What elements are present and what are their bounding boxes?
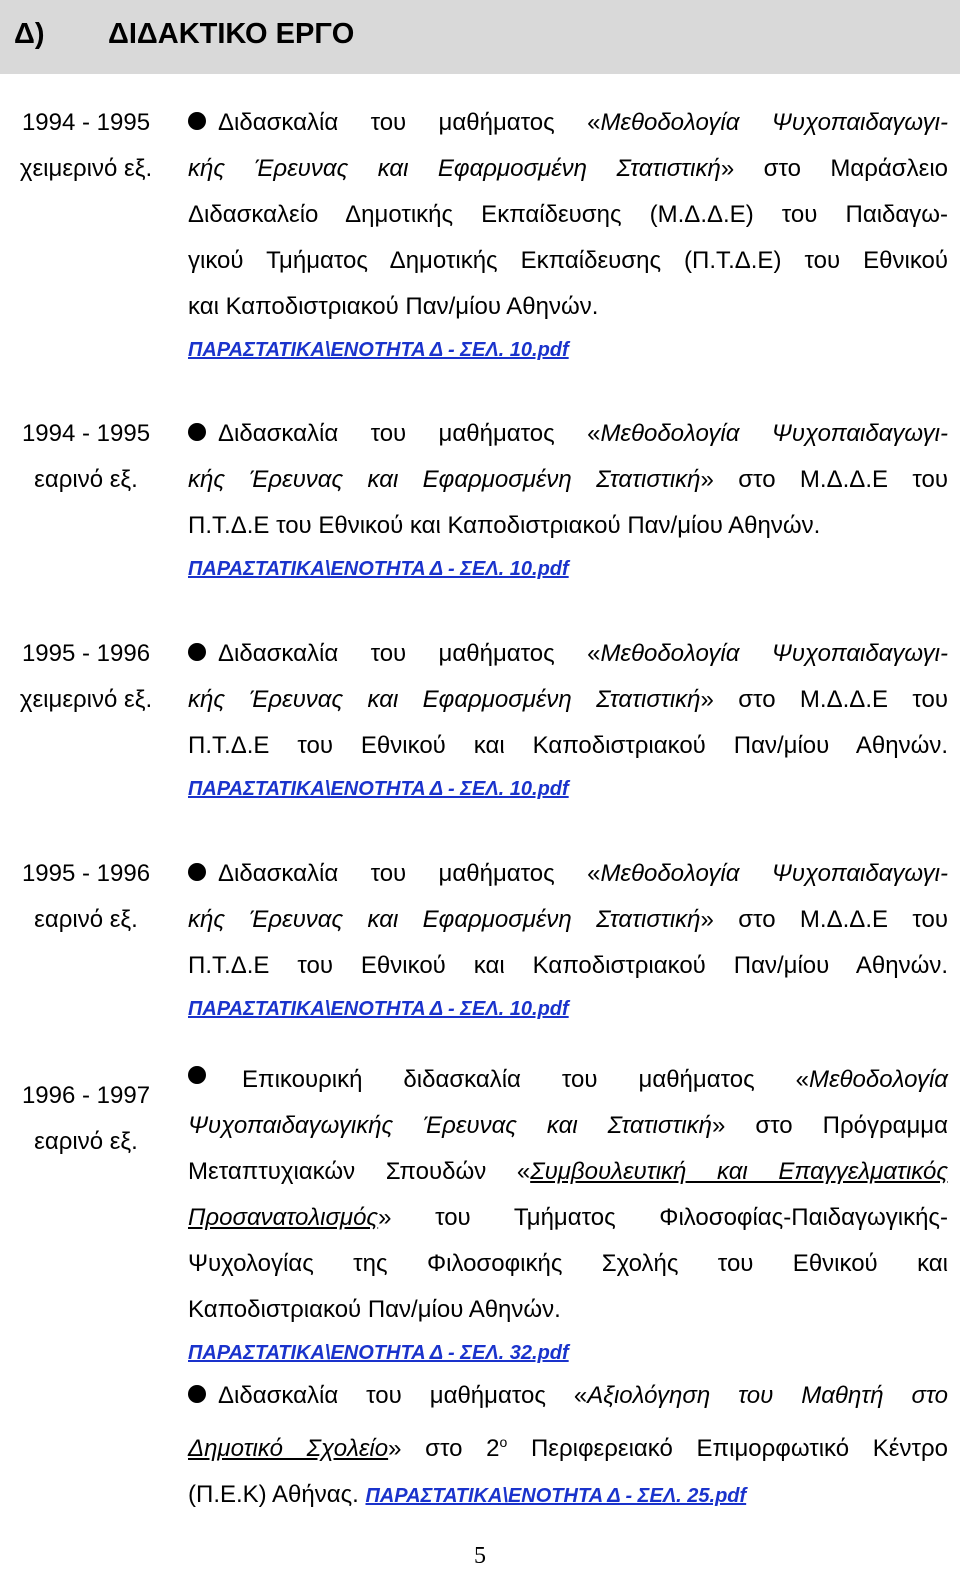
section-letter: Δ) bbox=[14, 18, 45, 50]
entry-dates bbox=[6, 411, 166, 503]
document-link[interactable]: ΠΑΡΑΣΤΑΤΙΚΑ\ΕΝΟΤΗΤΑ Δ - ΣΕΛ. 10.pdf bbox=[188, 558, 569, 580]
bullet-icon bbox=[188, 1066, 206, 1084]
entry-year: 1996 - 1997 bbox=[21, 1082, 151, 1109]
section-header bbox=[0, 0, 960, 74]
entry-dates bbox=[6, 631, 166, 723]
entry-content: Διδασκαλία του μαθήματος «Μεθοδολογία Ψυχοπαιδαγωγι- κής Έρευνας και Εφαρμοσμένη Στατιστική» στο Μαράσλειο Διδασκαλείο Δημοτικής Εκπαίδευσης (Μ.Δ.Δ.Ε) του Παιδαγω- γικού Τμήματος Δημοτικής Εκπαίδευσης (Π.Τ.Δ.Ε) του Εθνικού και Καποδιστριακού Παν/μίου Αθηνών. ΠΑΡΑΣΤΑΤΙΚΑ\ΕΝΟΤΗΤΑ Δ - ΣΕΛ. 10.pdf bbox=[188, 100, 948, 370]
entry-year: 1995 - 1996 bbox=[21, 640, 151, 667]
page-number: 5 bbox=[474, 1543, 486, 1569]
entry-content: Διδασκαλία του μαθήματος «Μεθοδολογία Ψυχοπαιδαγωγι- κής Έρευνας και Εφαρμοσμένη Στατιστική» στο Μ.Δ.Δ.Ε του Π.Τ.Δ.Ε του Εθνικού και Καποδιστριακού Παν/μίου Αθηνών. ΠΑΡΑΣΤΑΤΙΚΑ\ΕΝΟΤΗΤΑ Δ - ΣΕΛ. 10.pdf bbox=[188, 631, 948, 809]
entry-term: εαρινό εξ. bbox=[34, 906, 138, 933]
entry-term: χειμερινό εξ. bbox=[19, 686, 153, 713]
entry-term: εαρινό εξ. bbox=[34, 466, 138, 493]
entry-content: Διδασκαλία του μαθήματος «Μεθοδολογία Ψυχοπαιδαγωγι- κής Έρευνας και Εφαρμοσμένη Στατιστική» στο Μ.Δ.Δ.Ε του Π.Τ.Δ.Ε του Εθνικού και Καποδιστριακού Παν/μίου Αθηνών. ΠΑΡΑΣΤΑΤΙΚΑ\ΕΝΟΤΗΤΑ Δ - ΣΕΛ. 10.pdf bbox=[188, 411, 948, 589]
section-title: ΔΙΔΑΚΤΙΚΟ ΕΡΓΟ bbox=[108, 18, 355, 50]
entry-year: 1995 - 1996 bbox=[21, 860, 151, 887]
document-link[interactable]: ΠΑΡΑΣΤΑΤΙΚΑ\ΕΝΟΤΗΤΑ Δ - ΣΕΛ. 25.pdf bbox=[365, 1485, 747, 1507]
entry-dates bbox=[6, 100, 166, 192]
entry-content: Επικουρική διδασκαλία του μαθήματος «Μεθοδολογία Ψυχοπαιδαγωγικής Έρευνας και Στατιστική» στο Πρόγραμμα Μεταπτυχιακών Σπουδών «Συμβουλευτική και Επαγγελματικός Προσανατολισμός» του Τμήματος Φιλοσοφίας-Παιδαγωγικής- Ψυχολογίας της Φιλοσοφικής Σχολής του Εθνικού και Καποδιστριακού Παν/μίου Αθηνών. ΠΑΡΑΣΤΑΤΙΚΑ\ΕΝΟΤΗΤΑ Δ - ΣΕΛ. 32.pdf Διδασκαλία του μαθήματος «Αξιολόγηση του Μαθητή στο Δημοτικό Σχολείο» στο $2^o$ Περιφερειακό Επιμορφωτικό Κέντρο (Π.Ε.Κ) Αθήνας. ΠΑΡΑΣΤΑΤΙΚΑ\ΕΝΟΤΗΤΑ Δ - ΣΕΛ. 25.pdf bbox=[188, 1057, 948, 1519]
bullet-icon bbox=[188, 423, 206, 441]
bullet-icon bbox=[188, 643, 206, 661]
entry-term: εαρινό εξ. bbox=[34, 1128, 138, 1155]
entry-year: 1994 - 1995 bbox=[21, 420, 151, 447]
bullet-icon bbox=[188, 1385, 206, 1403]
document-link[interactable]: ΠΑΡΑΣΤΑΤΙΚΑ\ΕΝΟΤΗΤΑ Δ - ΣΕΛ. 10.pdf bbox=[188, 778, 569, 800]
document-link[interactable]: ΠΑΡΑΣΤΑΤΙΚΑ\ΕΝΟΤΗΤΑ Δ - ΣΕΛ. 10.pdf bbox=[188, 339, 569, 361]
entry-dates bbox=[6, 851, 166, 943]
entry-dates bbox=[6, 1073, 166, 1165]
bullet-icon bbox=[188, 112, 206, 130]
entry-content: Διδασκαλία του μαθήματος «Μεθοδολογία Ψυχοπαιδαγωγι- κής Έρευνας και Εφαρμοσμένη Στατιστική» στο Μ.Δ.Δ.Ε του Π.Τ.Δ.Ε του Εθνικού και Καποδιστριακού Παν/μίου Αθηνών. ΠΑΡΑΣΤΑΤΙΚΑ\ΕΝΟΤΗΤΑ Δ - ΣΕΛ. 10.pdf bbox=[188, 851, 948, 1029]
bullet-icon bbox=[188, 863, 206, 881]
document-link[interactable]: ΠΑΡΑΣΤΑΤΙΚΑ\ΕΝΟΤΗΤΑ Δ - ΣΕΛ. 32.pdf bbox=[188, 1342, 569, 1364]
document-link[interactable]: ΠΑΡΑΣΤΑΤΙΚΑ\ΕΝΟΤΗΤΑ Δ - ΣΕΛ. 10.pdf bbox=[188, 998, 569, 1020]
teaching-item: Διδασκαλία του μαθήματος «Αξιολόγηση του Μαθητή στο Δημοτικό Σχολείο» στο $2^o$ Περιφερειακό Επιμορφωτικό Κέντρο (Π.Ε.Κ) Αθήνας. ΠΑΡΑΣΤΑΤΙΚΑ\ΕΝΟΤΗΤΑ Δ - ΣΕΛ. 25.pdf bbox=[188, 1382, 948, 1508]
entry-term: χειμερινό εξ. bbox=[19, 155, 153, 182]
entry-year: 1994 - 1995 bbox=[21, 109, 151, 136]
